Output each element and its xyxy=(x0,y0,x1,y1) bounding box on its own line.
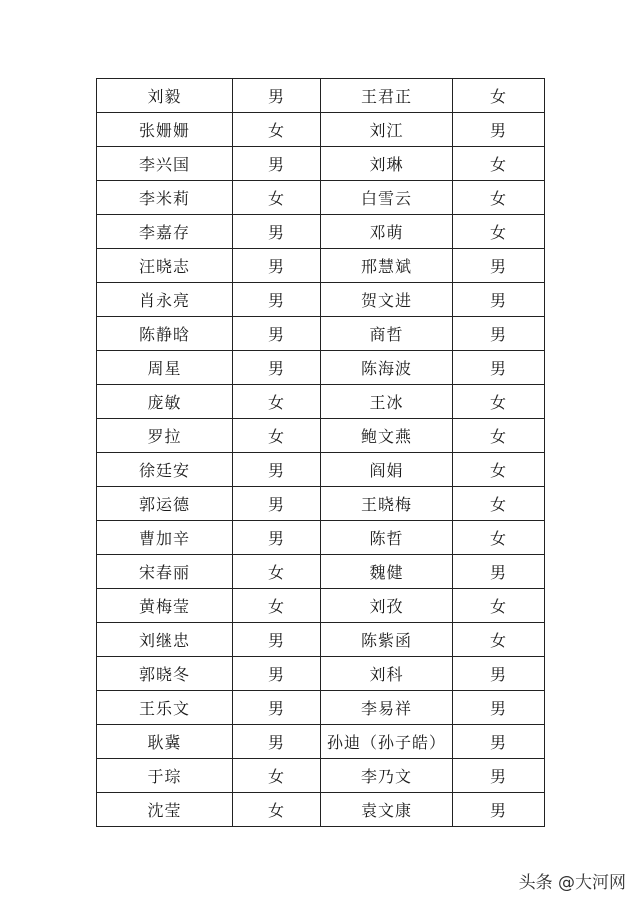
cell-gender-left: 男 xyxy=(233,487,321,521)
cell-gender-left: 男 xyxy=(233,215,321,249)
cell-name-left: 刘毅 xyxy=(97,79,233,113)
cell-name-left: 肖永亮 xyxy=(97,283,233,317)
cell-name-right: 孙迪（孙子皓） xyxy=(321,725,453,759)
table-row xyxy=(97,113,545,147)
cell-gender-left: 女 xyxy=(233,555,321,589)
cell-gender-right: 女 xyxy=(453,453,545,487)
cell-name-left: 周星 xyxy=(97,351,233,385)
cell-name-right: 刘琳 xyxy=(321,147,453,181)
cell-name-right: 王晓梅 xyxy=(321,487,453,521)
cell-gender-right: 男 xyxy=(453,691,545,725)
table-row xyxy=(97,657,545,691)
cell-name-left: 罗拉 xyxy=(97,419,233,453)
cell-name-left: 郭晓冬 xyxy=(97,657,233,691)
cell-name-right: 李乃文 xyxy=(321,759,453,793)
cell-name-right: 王君正 xyxy=(321,79,453,113)
cell-gender-left: 男 xyxy=(233,317,321,351)
cell-name-right: 陈哲 xyxy=(321,521,453,555)
table-row xyxy=(97,623,545,657)
cell-gender-right: 女 xyxy=(453,385,545,419)
cell-name-right: 魏健 xyxy=(321,555,453,589)
cell-name-right: 白雪云 xyxy=(321,181,453,215)
cell-gender-right: 男 xyxy=(453,657,545,691)
roster-table xyxy=(96,78,545,827)
watermark xyxy=(519,868,626,893)
cell-name-left: 王乐文 xyxy=(97,691,233,725)
table-row xyxy=(97,759,545,793)
table-row xyxy=(97,691,545,725)
table-row xyxy=(97,181,545,215)
cell-gender-left: 女 xyxy=(233,113,321,147)
cell-gender-left: 男 xyxy=(233,249,321,283)
cell-name-right: 陈海波 xyxy=(321,351,453,385)
table-row xyxy=(97,487,545,521)
cell-name-right: 邢慧斌 xyxy=(321,249,453,283)
cell-gender-left: 男 xyxy=(233,691,321,725)
cell-gender-right: 男 xyxy=(453,113,545,147)
cell-gender-right: 女 xyxy=(453,623,545,657)
cell-name-left: 李兴国 xyxy=(97,147,233,181)
cell-gender-right: 女 xyxy=(453,181,545,215)
table-row xyxy=(97,79,545,113)
table-row xyxy=(97,589,545,623)
cell-name-left: 陈静晗 xyxy=(97,317,233,351)
cell-name-right: 刘孜 xyxy=(321,589,453,623)
cell-gender-left: 男 xyxy=(233,521,321,555)
roster-sheet xyxy=(96,78,544,827)
cell-name-left: 宋春丽 xyxy=(97,555,233,589)
cell-gender-right: 男 xyxy=(453,759,545,793)
cell-name-left: 李米莉 xyxy=(97,181,233,215)
table-row xyxy=(97,317,545,351)
cell-gender-right: 男 xyxy=(453,317,545,351)
cell-gender-left: 女 xyxy=(233,181,321,215)
cell-name-left: 耿冀 xyxy=(97,725,233,759)
cell-name-left: 李嘉存 xyxy=(97,215,233,249)
cell-name-right: 鲍文燕 xyxy=(321,419,453,453)
cell-gender-left: 男 xyxy=(233,283,321,317)
table-row xyxy=(97,453,545,487)
cell-name-right: 袁文康 xyxy=(321,793,453,827)
cell-name-left: 曹加辛 xyxy=(97,521,233,555)
cell-name-left: 张姗姗 xyxy=(97,113,233,147)
table-row xyxy=(97,385,545,419)
table-row xyxy=(97,147,545,181)
cell-gender-left: 男 xyxy=(233,623,321,657)
table-row xyxy=(97,283,545,317)
cell-gender-left: 男 xyxy=(233,657,321,691)
cell-name-right: 李易祥 xyxy=(321,691,453,725)
cell-gender-right: 男 xyxy=(453,555,545,589)
cell-gender-left: 女 xyxy=(233,419,321,453)
cell-name-left: 刘继忠 xyxy=(97,623,233,657)
table-row xyxy=(97,215,545,249)
cell-name-right: 陈紫函 xyxy=(321,623,453,657)
cell-gender-left: 男 xyxy=(233,147,321,181)
cell-name-right: 阎娟 xyxy=(321,453,453,487)
cell-name-right: 刘江 xyxy=(321,113,453,147)
cell-gender-right: 男 xyxy=(453,283,545,317)
cell-gender-right: 男 xyxy=(453,249,545,283)
cell-name-left: 于琮 xyxy=(97,759,233,793)
cell-gender-left: 女 xyxy=(233,589,321,623)
cell-gender-right: 女 xyxy=(453,419,545,453)
cell-gender-left: 女 xyxy=(233,759,321,793)
cell-gender-left: 男 xyxy=(233,725,321,759)
cell-name-right: 贺文进 xyxy=(321,283,453,317)
table-row xyxy=(97,351,545,385)
cell-gender-right: 男 xyxy=(453,793,545,827)
cell-name-left: 汪晓志 xyxy=(97,249,233,283)
cell-name-right: 刘科 xyxy=(321,657,453,691)
table-row xyxy=(97,555,545,589)
cell-gender-right: 女 xyxy=(453,589,545,623)
cell-gender-left: 男 xyxy=(233,351,321,385)
cell-gender-left: 男 xyxy=(233,453,321,487)
cell-gender-right: 女 xyxy=(453,521,545,555)
cell-gender-left: 女 xyxy=(233,793,321,827)
cell-name-right: 商哲 xyxy=(321,317,453,351)
watermark-text: 头条 @大河网 xyxy=(518,873,626,893)
cell-gender-right: 女 xyxy=(453,487,545,521)
cell-gender-right: 女 xyxy=(453,215,545,249)
cell-gender-right: 男 xyxy=(453,351,545,385)
table-row xyxy=(97,793,545,827)
cell-name-left: 沈莹 xyxy=(97,793,233,827)
cell-gender-right: 男 xyxy=(453,725,545,759)
cell-name-right: 王冰 xyxy=(321,385,453,419)
cell-name-left: 郭运德 xyxy=(97,487,233,521)
cell-gender-right: 女 xyxy=(453,147,545,181)
table-row xyxy=(97,419,545,453)
cell-gender-left: 男 xyxy=(233,79,321,113)
roster-table-body xyxy=(97,79,545,827)
cell-name-left: 庞敏 xyxy=(97,385,233,419)
cell-name-right: 邓萌 xyxy=(321,215,453,249)
table-row xyxy=(97,249,545,283)
cell-name-left: 徐廷安 xyxy=(97,453,233,487)
cell-gender-right: 女 xyxy=(453,79,545,113)
cell-name-left: 黄梅莹 xyxy=(97,589,233,623)
table-row xyxy=(97,725,545,759)
table-row xyxy=(97,521,545,555)
cell-gender-left: 女 xyxy=(233,385,321,419)
